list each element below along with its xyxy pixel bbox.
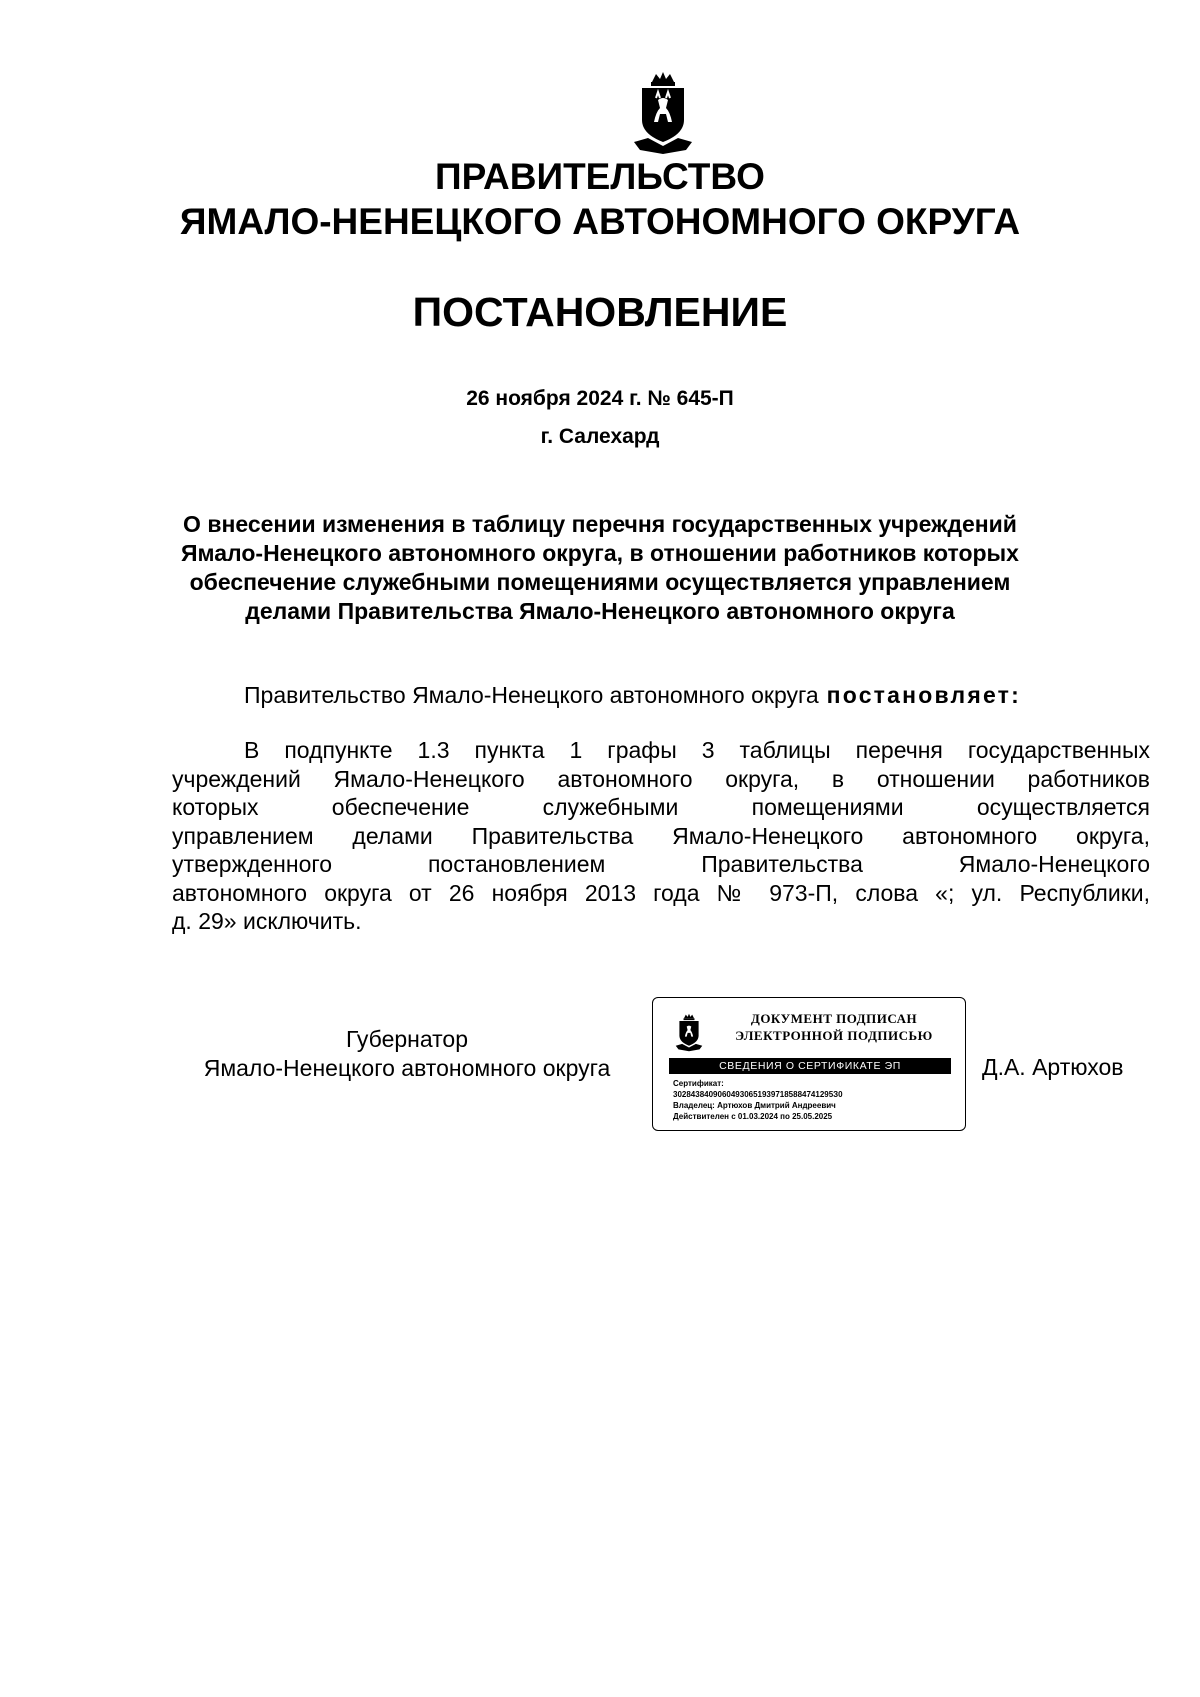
stamp-certificate-info (673, 1078, 958, 1122)
intro-emphasis: постановляет: (826, 682, 1021, 708)
body-line: которых обеспечение служебными помещениями осуществляется (172, 794, 1150, 820)
title-line: обеспечение служебными помещениями осуществляется управлением (189, 569, 1011, 595)
body-line: учреждений Ямало-Ненецкого автономного округа, в отношении работников (172, 765, 1150, 792)
intro-text: Правительство Ямало-Ненецкого автономного округа (244, 682, 819, 708)
stamp-header-line-1: ДОКУМЕНТ ПОДПИСАН (750, 1011, 918, 1026)
title-line: О внесении изменения в таблицу перечня государственных учреждений (183, 511, 1017, 537)
stamp-header (711, 1010, 957, 1044)
body-line: утвержденного постановлением Правительства Ямало-Ненецкого (172, 851, 1150, 877)
organization-name (0, 154, 1200, 244)
electronic-signature-stamp (652, 997, 966, 1131)
certificate-validity: Действителен с 01.03.2024 по 25.05.2025 (673, 1112, 833, 1121)
body-line: автономного округа от 26 ноября 2013 года № 973-П, слова «; ул. Республики, (172, 879, 1150, 906)
signatory-position-line-2: Ямало-Ненецкого автономного округа (203, 1055, 611, 1081)
stamp-header-line-2: ЭЛЕКТРОННОЙ ПОДПИСЬЮ (735, 1028, 933, 1043)
certificate-label: Сертификат: (673, 1079, 724, 1088)
body-paragraph (172, 736, 1150, 936)
document-date-number: 26 ноября 2024 г. № 645-П (466, 387, 734, 410)
title-line: Ямало-Ненецкого автономного округа, в отношении работников которых (181, 540, 1019, 566)
organization-line-1: ПРАВИТЕЛЬСТВО (435, 156, 765, 197)
signatory-name: Д.А. Артюхов (982, 1054, 1124, 1080)
document-title (150, 510, 1050, 626)
document-type: ПОСТАНОВЛЕНИЕ (412, 289, 788, 335)
document-city: г. Салехард (540, 425, 660, 448)
intro-paragraph (172, 681, 1150, 709)
body-line: управлением делами Правительства Ямало-Ненецкого автономного округа, (172, 822, 1150, 849)
stamp-certificate-bar: СВЕДЕНИЯ О СЕРТИФИКАТЕ ЭП (669, 1058, 951, 1074)
coat-of-arms-icon (673, 1010, 705, 1054)
signatory-position (172, 1025, 642, 1083)
organization-line-2: ЯМАЛО-НЕНЕЦКОГО АВТОНОМНОГО ОКРУГА (179, 201, 1021, 242)
coat-of-arms-icon (628, 68, 698, 156)
body-line: В подпункте 1.3 пункта 1 графы 3 таблицы перечня государственных (244, 737, 1150, 763)
title-line: делами Правительства Ямало-Ненецкого автономного округа (245, 598, 955, 624)
signatory-position-line-1: Губернатор (345, 1026, 469, 1052)
certificate-owner: Владелец: Артюхов Дмитрий Андреевич (673, 1101, 836, 1110)
certificate-value: 302843840906049306519397185884741295З0 (673, 1090, 843, 1099)
body-line: д. 29» исключить. (172, 908, 362, 934)
